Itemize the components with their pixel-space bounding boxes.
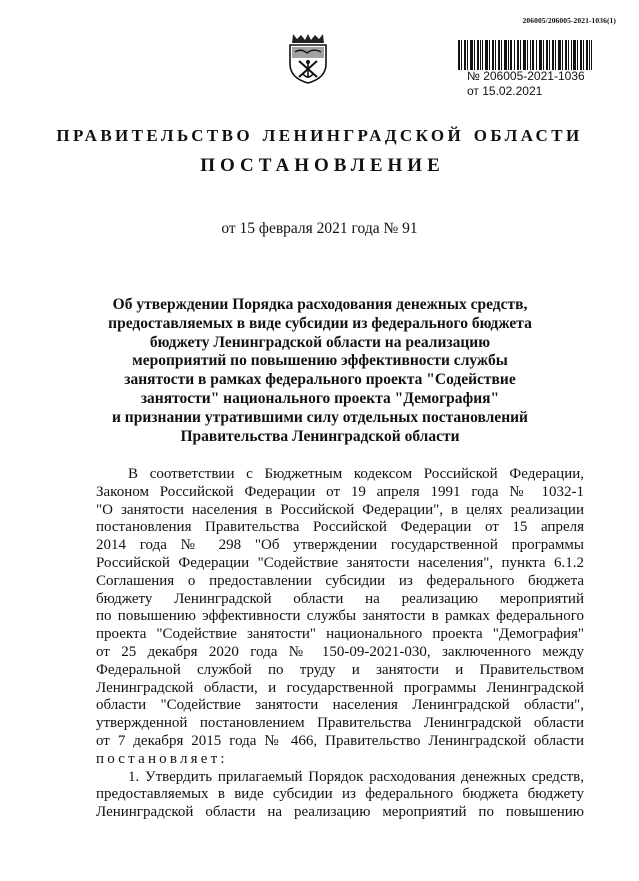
preamble-line: Законом Российской Федерации от 19 апреля 1991 года № 1032-1 (96, 483, 584, 500)
subject-line: занятости" национального проекта "Демография" (140, 389, 500, 407)
coat-of-arms-icon (287, 32, 329, 84)
subject-line: мероприятий по повышению эффективности службы (132, 352, 508, 370)
preamble-line: бюджету Ленинградской области на реализацию мероприятий (96, 590, 584, 607)
preamble-line: Ленинградской области, и государственной программы Ленинградской (96, 679, 584, 696)
preamble-line: проекта "Содействие занятости" национального проекта "Демография" (96, 626, 584, 643)
preamble-line: утвержденной постановлением Правительства Ленинградской области (96, 715, 584, 732)
document-barcode (458, 40, 592, 70)
registration-date: от 15.02.2021 (467, 84, 543, 98)
item-1-line: предоставляемых в виде субсидии из федерального бюджета бюджету (96, 786, 584, 803)
preamble-line: "О занятости населения в Российской Федерации", в целях реализации (96, 501, 584, 518)
preamble-line: постановления Правительства Российской Федерации от 15 апреля (96, 519, 584, 536)
preamble-line: 2014 года № 298 "Об утверждении государственной программы (96, 537, 584, 554)
document-type-heading: ПОСТАНОВЛЕНИЕ (200, 155, 445, 176)
preamble-line: Федеральной службой по труду и занятости и Правительством (96, 661, 584, 678)
item-1-line: 1. Утвердить прилагаемый Порядок расходования денежных средств, (128, 768, 584, 785)
subject-line: предоставляемых в виде субсидии из федерального бюджета (108, 314, 532, 332)
preamble-line: от 25 декабря 2020 года № 150-09-2021-030, заключенного между (96, 643, 584, 660)
registration-number: № 206005-2021-1036 (467, 69, 585, 83)
subject-line: занятости в рамках федерального проекта "Содействие (124, 371, 516, 389)
preamble-line: В соответствии с Бюджетным кодексом Российской Федерации, (128, 466, 584, 482)
item-1-line: Ленинградской области на реализацию мероприятий по повышению (96, 804, 584, 821)
preamble-line: области "Содействие занятости населения Ленинградской области", (96, 697, 584, 714)
subject-line: бюджету Ленинградской области на реализацию (149, 333, 491, 351)
preamble-line: от 7 декабря 2015 года № 466, Правительство Ленинградской области (96, 732, 584, 749)
preamble-line: по повышению эффективности службы занятости в рамках федерального (96, 608, 584, 625)
government-title: ПРАВИТЕЛЬСТВО ЛЕНИНГРАДСКОЙ ОБЛАСТИ (56, 126, 583, 145)
document-body (96, 466, 584, 822)
document-subject (60, 296, 580, 446)
document-tracking-code: 206005/206005-2021-1036(1) (522, 16, 616, 25)
document-date-number: от 15 февраля 2021 года № 91 (221, 220, 418, 237)
subject-line: и признании утратившими силу отдельных постановлений (112, 408, 528, 426)
preamble-line: Российской Федерации "Содействие занятости населения", пункта 6.1.2 (96, 554, 584, 571)
subject-line: Правительства Ленинградской области (180, 427, 460, 445)
decree-word: постановляет: (96, 750, 228, 767)
preamble-line: Соглашения о предоставлении субсидии из федерального бюджета (96, 572, 584, 589)
subject-line: Об утверждении Порядка расходования денежных средств, (112, 296, 528, 313)
